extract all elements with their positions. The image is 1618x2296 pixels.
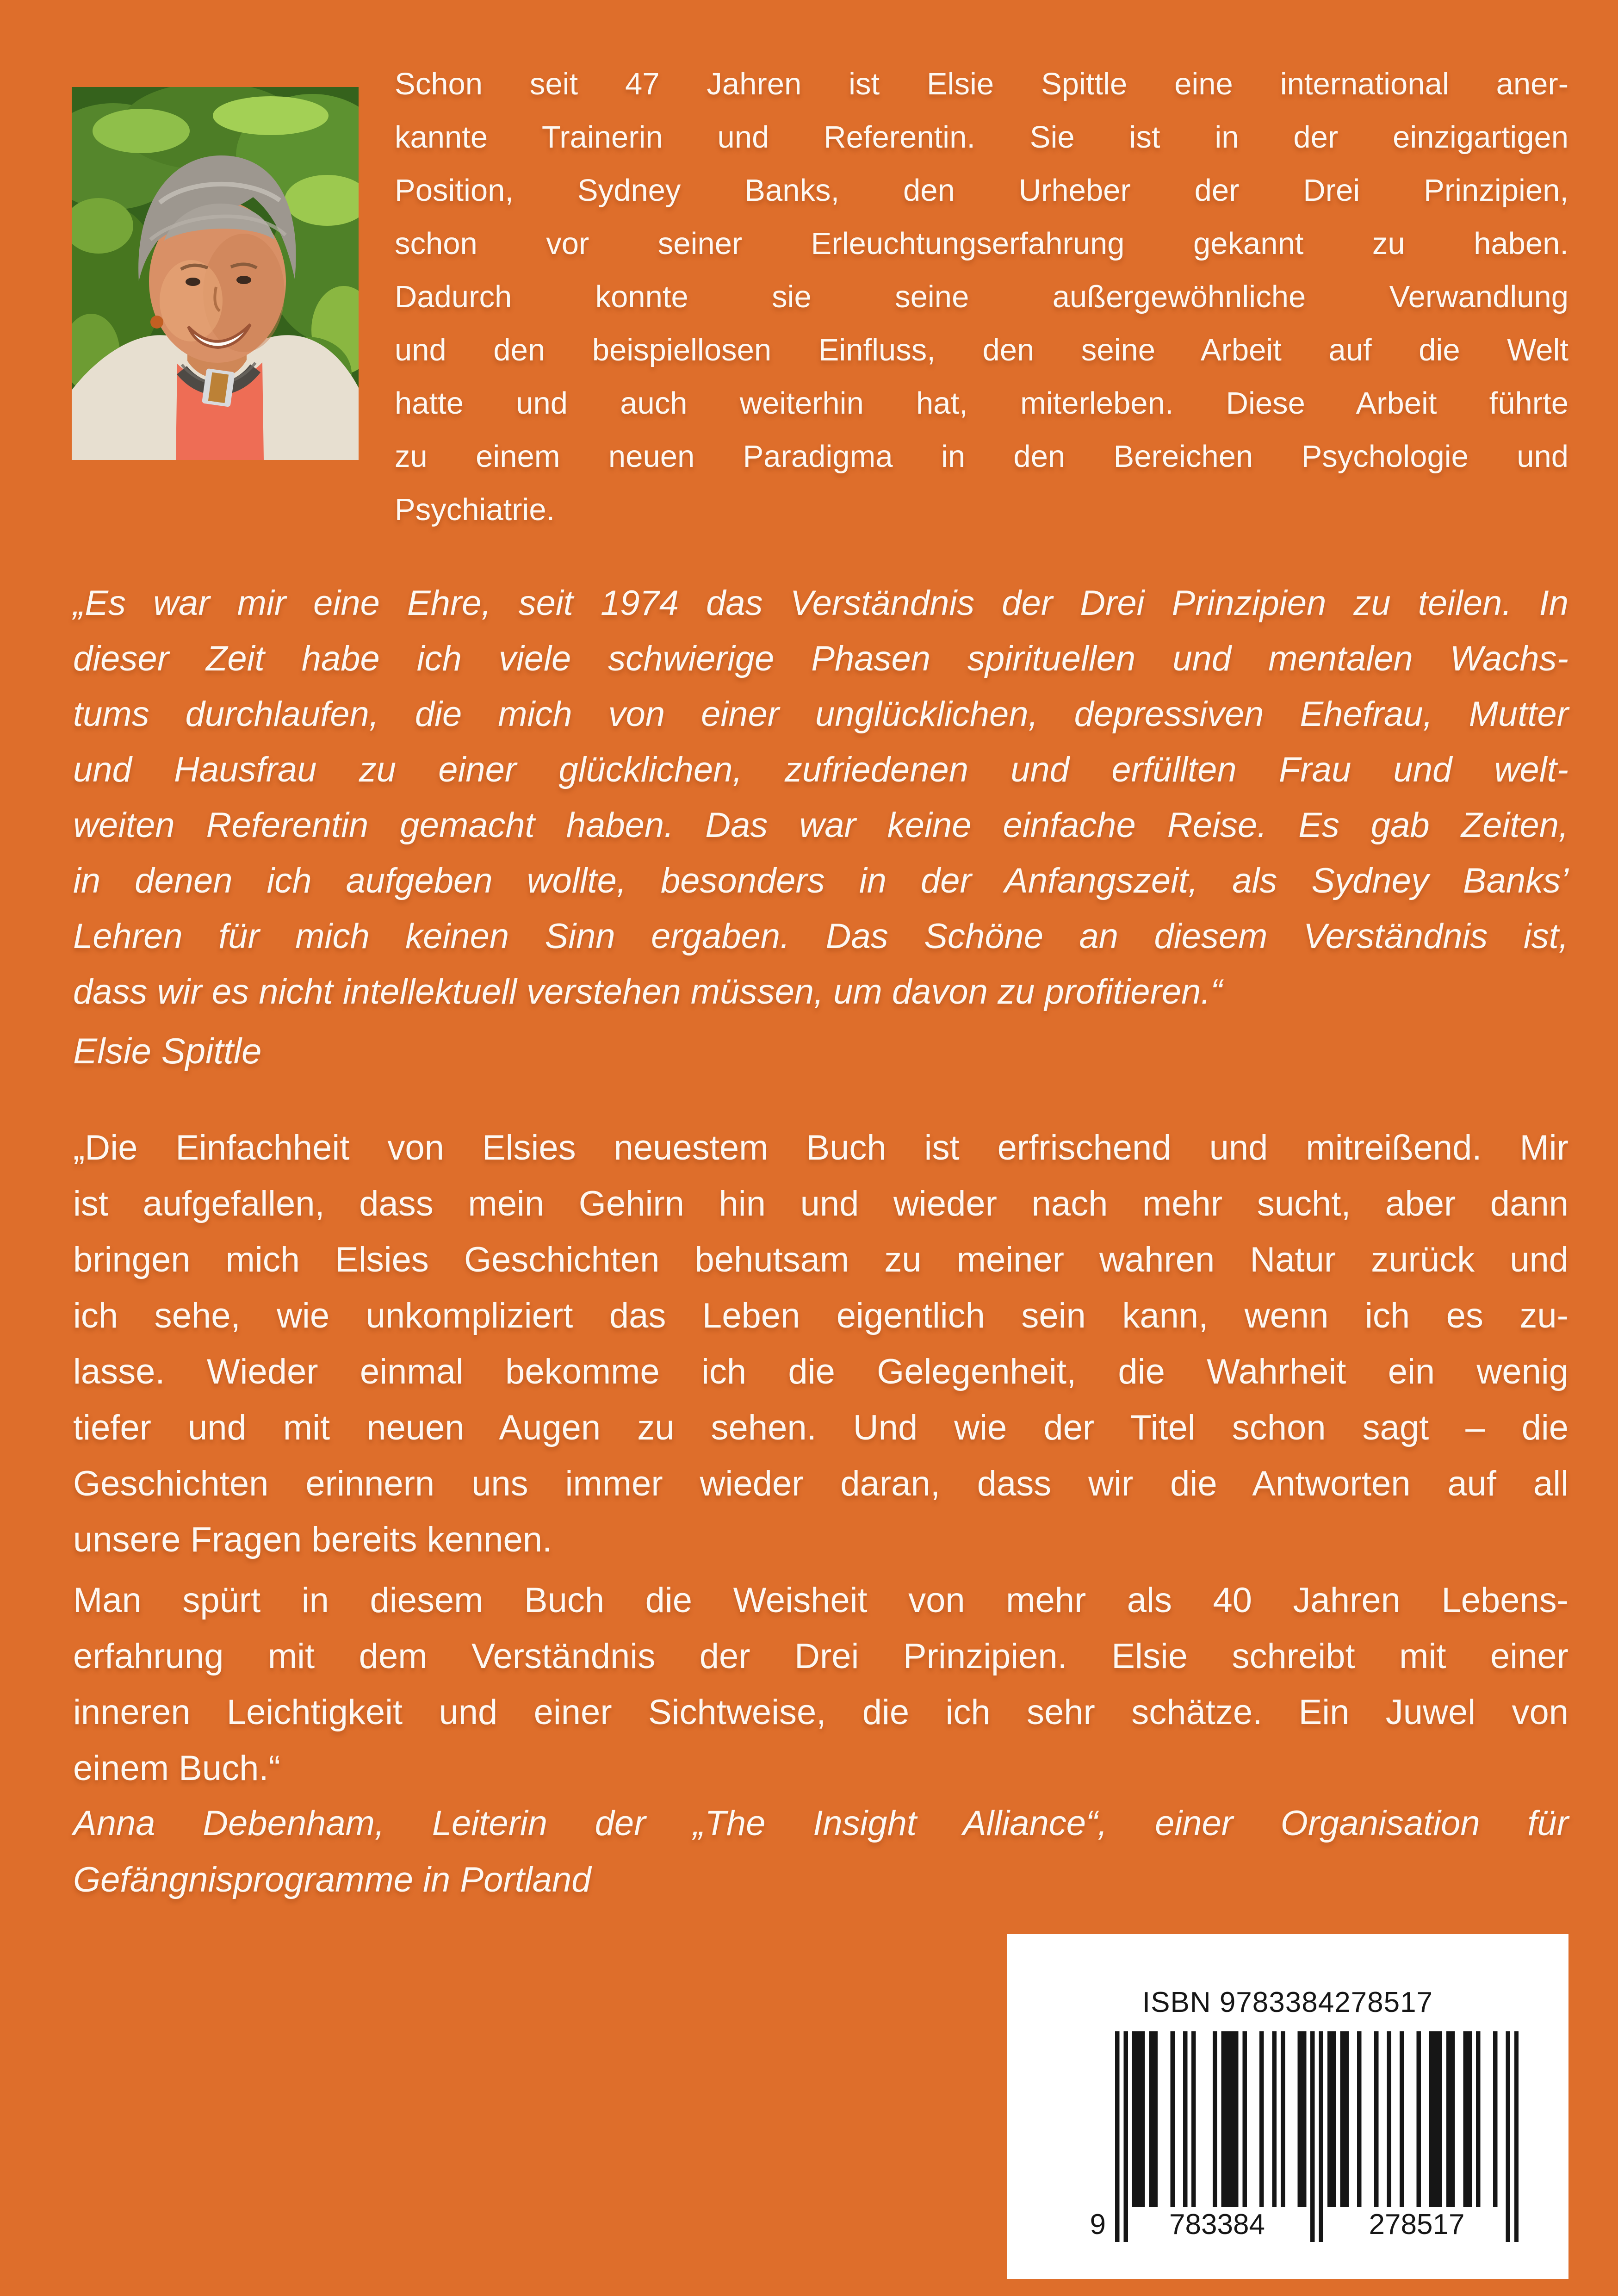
text-line: inneren Leichtigkeit und einer Sichtweise, die ich sehr schätze. Ein Juwel von [73,1693,1568,1732]
earring [150,316,163,329]
isbn-label: ISBN 9783384278517 [1142,1986,1433,2018]
necklace-pendant [202,368,235,407]
text-line: bringen mich Elsies Geschichten behutsam zu meiner wahren Natur zurück und [73,1240,1568,1279]
text-line: und den beispiellosen Einfluss, den seine Arbeit auf die Welt [395,333,1568,367]
quote-attribution: Elsie Spittle [73,1030,262,1071]
text-line: Geschichten erinnern uns immer wieder daran, dass wir die Antworten auf all [73,1464,1568,1503]
review-attribution [73,1795,1568,1908]
text-line: erfahrung mit dem Verständnis der Drei Prinzipien. Elsie schreibt mit einer [73,1637,1568,1676]
barcode-right-digits: 278517 [1330,2208,1503,2241]
text-line: und Hausfrau zu einer glücklichen, zufriedenen und erfüllten Frau und welt- [73,750,1568,789]
text-line: Schon seit 47 Jahren ist Elsie Spittle eine international aner- [395,67,1568,101]
text-line: schon vor seiner Erleuchtungserfahrung gekannt zu haben. [395,226,1568,261]
text-line: weiten Referentin gemacht haben. Das war keine einfache Reise. Es gab Zeiten, [73,806,1568,845]
text-line: hatte und auch weiterhin hat, miterleben. Diese Arbeit führte [395,386,1568,421]
text-line: tums durchlaufen, die mich von einer unglücklichen, depressiven Ehefrau, Mutter [73,695,1568,734]
text-line: Man spürt in diesem Buch die Weisheit von mehr als 40 Jahren Lebens- [73,1581,1568,1620]
text-line: in denen ich aufgeben wollte, besonders in der Anfangszeit, als Sydney Banks’ [73,861,1568,900]
text-line: tiefer und mit neuen Augen zu sehen. Und wie der Titel schon sagt – die [73,1408,1568,1447]
text-line: Psychiatrie. [395,492,555,527]
text-line: dass wir es nicht intellektuell verstehen müssen, um davon zu profitieren.“ [73,972,1222,1011]
barcode-leading-digit: 9 [1061,2208,1106,2241]
barcode-left-digits: 783384 [1131,2208,1303,2241]
author-quote [73,576,1568,1020]
text-line: ist aufgefallen, dass mein Gehirn hin und wieder nach mehr sucht, aber dann [73,1184,1568,1223]
text-line: Position, Sydney Banks, den Urheber der Drei Prinzipien, [395,173,1568,208]
review-paragraph-1 [73,1120,1568,1568]
text-line: Gefängnisprogramme in Portland [73,1860,591,1899]
text-line: lasse. Wieder einmal bekomme ich die Gelegenheit, die Wahrheit ein wenig [73,1352,1568,1391]
review-paragraph-2 [73,1572,1568,1796]
text-line: unsere Fragen bereits kennen. [73,1520,552,1559]
text-line: kannte Trainerin und Referentin. Sie ist in der einzigartigen [395,120,1568,155]
text-line: Lehren für mich keinen Sinn ergaben. Das Schöne an diesem Verständnis ist, [73,917,1568,956]
text-line: dieser Zeit habe ich viele schwierige Phasen spirituellen und mentalen Wachs- [73,639,1568,678]
text-line: „Es war mir eine Ehre, seit 1974 das Verständnis der Drei Prinzipien zu teilen. In [73,583,1568,623]
text-line: zu einem neuen Paradigma in den Bereichen Psychologie und [395,439,1568,474]
text-line: Dadurch konnte sie seine außergewöhnliche Verwandlung [395,279,1568,314]
text-line: ich sehe, wie unkompliziert das Leben eigentlich sein kann, wenn ich es zu- [73,1296,1568,1335]
isbn-panel [1007,1934,1568,2279]
author-photo [72,87,359,460]
text-line: einem Buch.“ [73,1749,280,1788]
author-bio [395,57,1568,536]
text-line: Anna Debenham, Leiterin der „The Insight Alliance“, einer Organisation für [73,1804,1568,1843]
text-line: „Die Einfachheit von Elsies neuestem Buch ist erfrischend und mitreißend. Mir [73,1128,1568,1167]
